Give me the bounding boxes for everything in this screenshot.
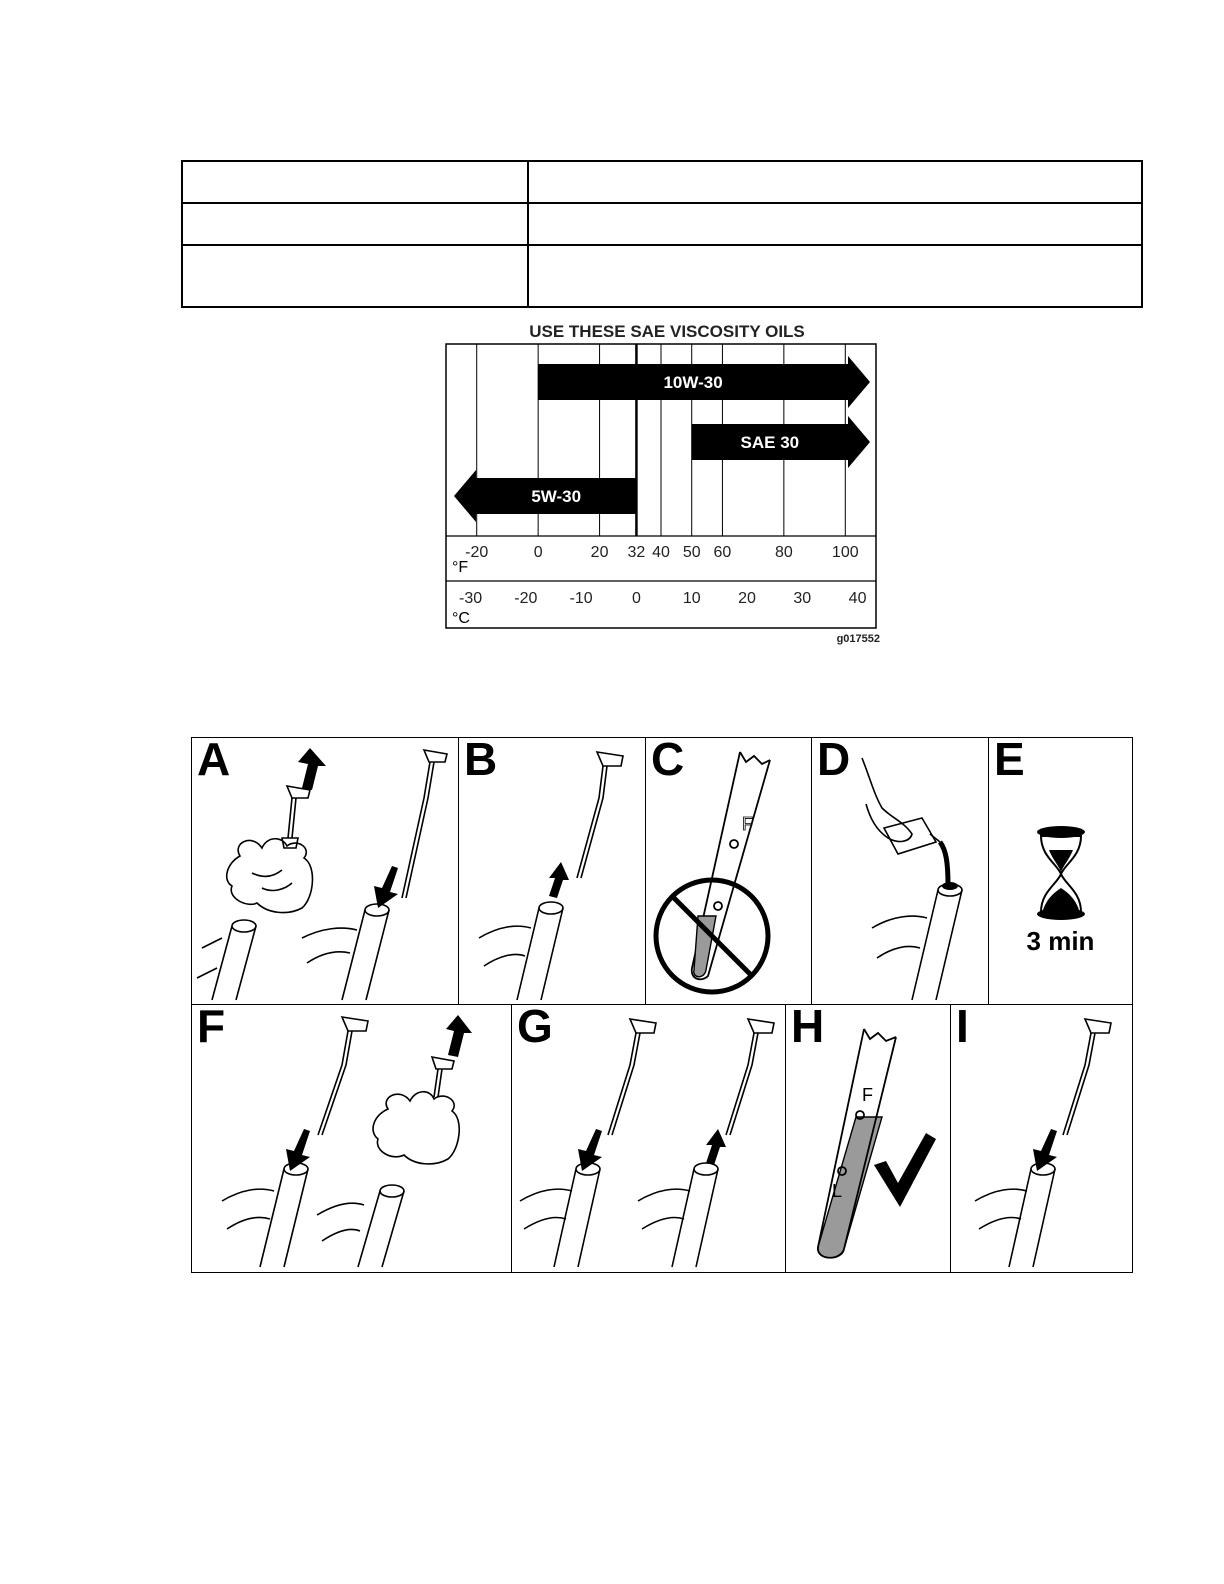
table-row <box>182 245 1142 307</box>
panel-letter: I <box>956 1004 969 1052</box>
table-cell <box>182 203 528 245</box>
table-cell <box>182 245 528 307</box>
panel-letter: E <box>994 737 1025 785</box>
table-cell <box>528 161 1142 203</box>
reinsert-and-remove-dipstick-illustration <box>192 1005 512 1273</box>
panel-letter: B <box>464 737 498 785</box>
fahrenheit-unit-label: °F <box>452 559 469 576</box>
svg-text:F: F <box>742 814 753 834</box>
hourglass-icon <box>989 738 1133 1005</box>
dipstick-oil-level-too-low-illustration <box>646 738 812 1005</box>
panel-g <box>511 1004 786 1273</box>
range-label: SAE 30 <box>740 433 800 452</box>
table-cell <box>528 203 1142 245</box>
panel-letter: D <box>817 737 851 785</box>
fahrenheit-tick-label: 0 <box>533 544 543 561</box>
celsius-tick-label: -30 <box>459 590 483 607</box>
range-label: 10W-30 <box>663 373 723 392</box>
oil-level-correct-illustration <box>786 1005 951 1273</box>
table-cell <box>182 161 528 203</box>
fahrenheit-tick-label: 50 <box>682 544 701 561</box>
table-row <box>182 161 1142 203</box>
dipstick-procedure-figure <box>191 737 1133 1273</box>
celsius-tick-label: 0 <box>631 590 641 607</box>
panel-i <box>950 1004 1133 1273</box>
check-oil-level-illustration <box>512 1005 786 1273</box>
fahrenheit-tick-label: -20 <box>465 544 489 561</box>
wipe-dipstick-illustration <box>459 738 646 1005</box>
chart-title: USE THESE SAE VISCOSITY OILS <box>529 322 805 341</box>
insert-dipstick-illustration <box>951 1005 1133 1273</box>
fahrenheit-tick-label: 32 <box>627 544 646 561</box>
panel-letter: A <box>197 737 231 785</box>
celsius-tick-label: 30 <box>793 590 812 607</box>
wait-time-label: 3 min <box>1026 926 1095 956</box>
panel-letter: G <box>517 1004 553 1052</box>
range-label: 5W-30 <box>531 487 582 506</box>
panel-b <box>458 737 646 1005</box>
panel-letter: F <box>197 1004 226 1052</box>
panel-h <box>785 1004 951 1273</box>
viscosity-chart <box>440 340 890 640</box>
svg-text:L: L <box>832 1181 843 1201</box>
figure-code: g017552 <box>836 633 880 645</box>
panel-a <box>191 737 459 1005</box>
fahrenheit-tick-label: 60 <box>713 544 732 561</box>
add-oil-illustration <box>812 738 989 1005</box>
fahrenheit-tick-label: 40 <box>652 544 670 561</box>
panel-c <box>645 737 812 1005</box>
spec-table <box>181 160 1143 308</box>
panel-letter: C <box>651 737 685 785</box>
table-cell <box>528 245 1142 307</box>
panel-letter: H <box>791 1004 825 1052</box>
celsius-tick-label: 10 <box>682 590 701 607</box>
panel-e <box>988 737 1133 1005</box>
fahrenheit-tick-label: 100 <box>831 544 859 561</box>
panel-d <box>811 737 989 1005</box>
table-row <box>182 203 1142 245</box>
celsius-tick-label: 40 <box>848 590 867 607</box>
svg-text:F: F <box>862 1085 873 1105</box>
celsius-tick-label: 20 <box>738 590 756 607</box>
celsius-tick-label: -10 <box>569 590 593 607</box>
fahrenheit-tick-label: 20 <box>590 544 609 561</box>
fahrenheit-tick-label: 80 <box>774 544 793 561</box>
celsius-unit-label: °C <box>452 610 470 627</box>
celsius-tick-label: -20 <box>514 590 538 607</box>
panel-f <box>191 1004 512 1273</box>
remove-dipstick-and-wipe-illustration <box>192 738 459 1005</box>
